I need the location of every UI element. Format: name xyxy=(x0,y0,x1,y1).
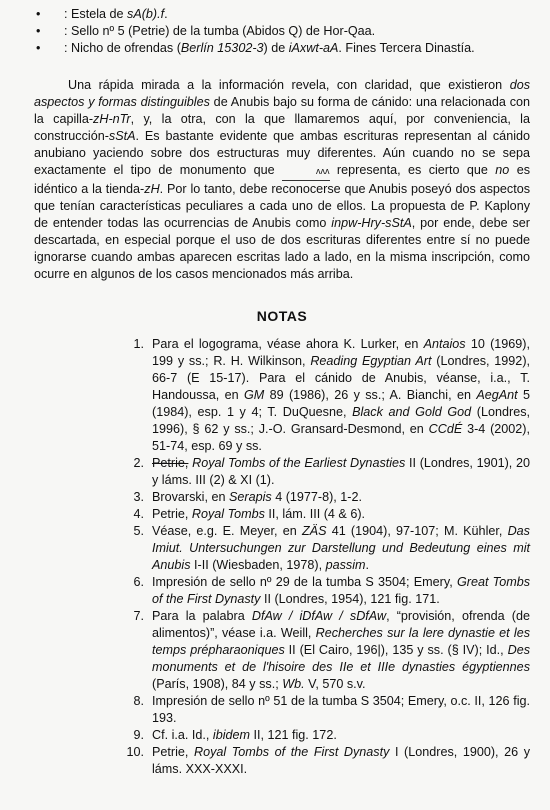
hieroglyph-icon: ᴧᴧᴧ xyxy=(282,163,330,181)
note-item: 6. Impresión de sello nº 29 de la tumba S 3504; Emery, Great Tombs of the First Dynasty II (Londres, 1954), 121 fig. 171. xyxy=(133,575,531,606)
note-item: 2. Petrie, Royal Tombs of the Earliest Dynasties II (Londres, 1901), 20 y láms. III (2) & XI (1). xyxy=(133,456,530,487)
note-item: 4. Petrie, Royal Tombs II, lám. III (4 & 6). xyxy=(133,507,366,521)
notes-heading: NOTAS xyxy=(256,308,308,324)
body-paragraph: Una rápida mirada a la información revela, con claridad, que existieron dos aspectos y formas distinguibles de Anubis bajo su forma de cánido: una relacionada con la capilla-zH-nTr, y, la otra, con la que llamaremos aquí, por conveniencia, la construcción-sStA. Es bastante evidente que ambas escrituras representan al cánido anubiano yaciendo sobre dos estructuras muy diferentes. Aún cuando no se sepa exactamente el tipo de monumento que ᴧᴧᴧ representa, es cierto que no es idéntico a la tienda-zH. Por lo tanto, debe reconocerse que Anubis poseyó dos aspectos que tenían características peculiares a cada uno de ellos. La propuesta de P. Kaplony de entender todas las ocurrencias de Anubis como inpw-Hry-sStA, por ende, debe ser descartada, en especial porque el uso de dos escrituras diferentes entre sí no puede ignorarse cuando ambas aparecen escritas lado a lado, en la misma inscripción, como ocurre en algunos de los casos mencionados más arriba. xyxy=(34,78,530,281)
bullet-item: • : Estela de sA(b).f. xyxy=(36,7,168,21)
bullet-list xyxy=(34,6,530,57)
notes-list xyxy=(34,336,530,778)
bullet-dot-icon: • xyxy=(36,7,41,21)
note-item: 9. Cf. i.a. Id., ibidem II, 121 fig. 172. xyxy=(133,728,337,742)
note-item: 1. Para el logograma, véase ahora K. Lurker, en Antaios 10 (1969), 199 y ss.; R. H. Wilkinson, Reading Egyptian Art (Londres, 1992), 66-7 (E 15-17). Para el cánido de Anubis, véanse, i.a., T. Handoussa, en GM 89 (1986), 26 y ss.; A. Bianchi, en AegAnt 5 (1984), esp. 1 y 4; T. DuQuesne, Black and Gold God (Londres, 1996), § 62 y ss.; J.-O. Gransard-Desmond, en CCdÉ 3-4 (2002), 51-74, esp. 69 y ss. xyxy=(133,337,531,453)
bullet-dot-icon: • xyxy=(36,24,41,38)
note-item: 8. Impresión de sello nº 51 de la tumba S 3504; Emery, o.c. II, 126 fig. 193. xyxy=(133,694,530,725)
bullet-item: • : Nicho de ofrendas (Berlín 15302-3) de iAxwt-aA. Fines Tercera Dinastía. xyxy=(36,41,475,55)
bullet-item: • : Sello nº 5 (Petrie) de la tumba (Abidos Q) de Hor-Qaa. xyxy=(36,24,376,38)
bullet-dot-icon: • xyxy=(36,41,41,55)
note-item: 10. Petrie, Royal Tombs of the First Dynasty I (Londres, 1900), 26 y láms. XXX-XXXI. xyxy=(126,745,530,776)
note-item: 7. Para la palabra DfAw / iDfAw / sDfAw, “provisión, ofrenda (de alimentos)”, véase i.a. Weill, Recherches sur la lere dynastie et les temps prépharaoniques II (El Cairo, 196|), 135 y ss. (§ IV); Id., Des monuments et de l'hisoire des IIe et IIIe dynasties égyptiennes (París, 1908), 84 y ss.; Wb. V, 570 s.v. xyxy=(133,609,531,691)
note-item: 5. Véase, e.g. E. Meyer, en ZÄS 41 (1904), 97-107; M. Kühler, Das Imiut. Untersuchungen zur Darstellung und Bedeutung eines mit Anubis I-II (Wiesbaden, 1978), passim. xyxy=(133,524,530,572)
note-item: 3. Brovarski, en Serapis 4 (1977-8), 1-2. xyxy=(133,490,363,504)
